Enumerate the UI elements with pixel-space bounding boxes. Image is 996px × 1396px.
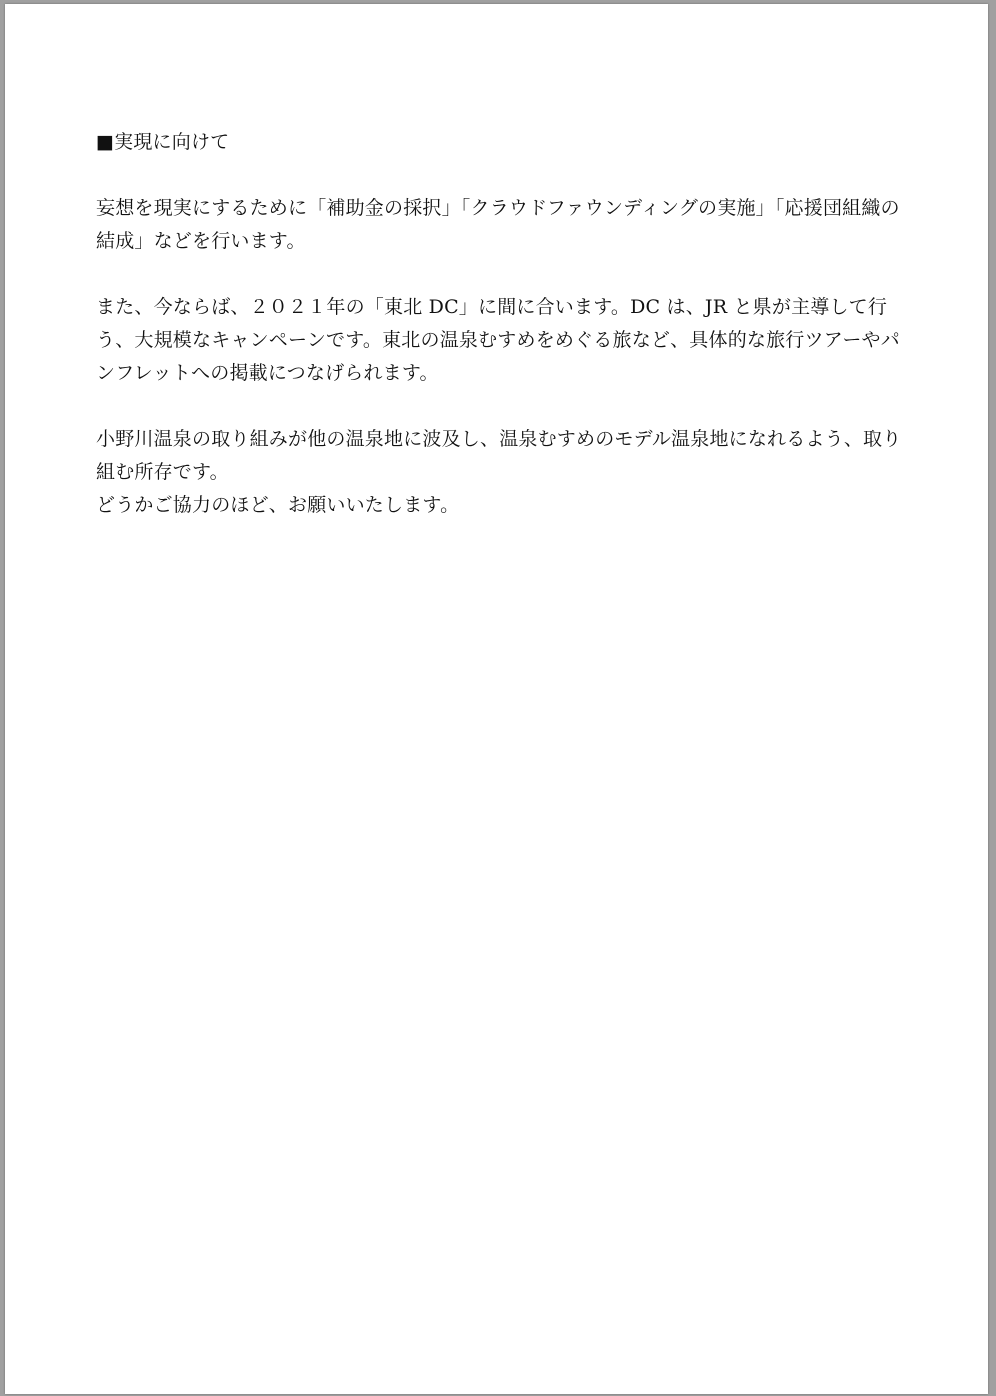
paragraph-spacer [96,390,911,423]
page-content [96,126,911,522]
paragraph-request: どうかご協力のほど、お願いいたします。 [96,494,460,516]
paragraph-goal: 小野川温泉の取り組みが他の温泉地に波及し、温泉むすめのモデル温泉地になれるよう、取り組む所存です。 [96,428,902,483]
document-page [5,4,988,1394]
paragraph-plans: 妄想を現実にするために「補助金の採択」「クラウドファウンディングの実施」「応援団組織の結成」などを行います。 [96,197,900,252]
paragraph-spacer [96,159,911,192]
section-heading: ■実現に向けて [96,131,230,153]
paragraph-spacer [96,258,911,291]
paragraph-campaign: また、今ならば、２０２１年の「東北 DC」に間に合います。DC は、JR と県が主導して行う、大規模なキャンペーンです。東北の温泉むすめをめぐる旅など、具体的な旅行ツアーやパンフレットへの掲載につなげられます。 [96,296,900,384]
